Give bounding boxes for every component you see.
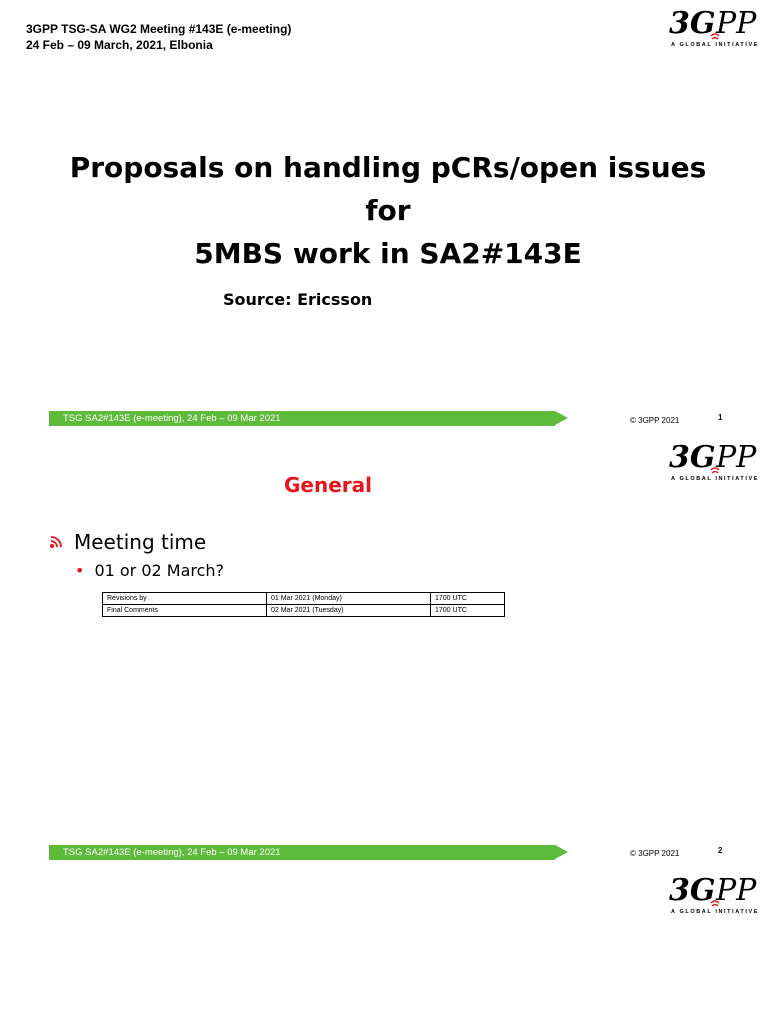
slide1-page-number: 1 — [718, 413, 723, 422]
svg-text:PP: PP — [716, 6, 757, 40]
footer-arrow-icon — [555, 845, 568, 859]
bullet-dot-icon: • — [75, 561, 85, 580]
footer-arrow-icon — [555, 411, 568, 425]
table-cell: 01 Mar 2021 (Monday) — [267, 593, 431, 605]
table-cell: 1700 UTC — [431, 605, 505, 617]
table-cell: 1700 UTC — [431, 593, 505, 605]
slide1-source: Source: Ericsson — [223, 290, 373, 309]
slide2-page-number: 2 — [718, 846, 723, 855]
slide2-sub-bullet-text: 01 or 02 March? — [94, 561, 225, 580]
3gpp-logo — [668, 434, 768, 482]
meeting-header — [26, 21, 291, 53]
slide2-footer-text: TSG SA2#143E (e-meeting), 24 Feb – 09 Mar 2021 — [63, 847, 281, 858]
svg-text:PP: PP — [716, 440, 757, 474]
slide2-footer-band — [49, 845, 569, 860]
logo-tagline: A GLOBAL INITIATIVE — [671, 42, 760, 48]
svg-text:3G: 3G — [669, 440, 716, 474]
table-row — [103, 593, 505, 605]
meeting-title: 3GPP TSG-SA WG2 Meeting #143E (e-meeting) — [26, 22, 292, 36]
svg-text:PP: PP — [716, 873, 757, 907]
table-cell: Final Comments — [103, 605, 267, 617]
slide2-sub-bullet — [75, 561, 224, 580]
svg-text:3G: 3G — [669, 6, 716, 40]
meeting-dates: 24 Feb – 09 March, 2021, Elbonia — [26, 38, 213, 52]
logo-tagline: A GLOBAL INITIATIVE — [671, 909, 760, 915]
slide1-footer-text: TSG SA2#143E (e-meeting), 24 Feb – 09 Mar 2021 — [63, 413, 281, 424]
slide2-bullet — [48, 530, 206, 554]
schedule-table — [102, 592, 505, 617]
slide1-title-line1: Proposals on handling pCRs/open issues for — [69, 151, 707, 227]
signal-bullet-icon — [48, 534, 66, 550]
3gpp-logo-icon — [668, 434, 768, 474]
slide2-copyright: © 3GPP 2021 — [630, 849, 680, 858]
3gpp-logo — [668, 0, 768, 48]
3gpp-logo — [668, 867, 768, 915]
logo-tagline: A GLOBAL INITIATIVE — [671, 476, 760, 482]
slide2-bullet-text: Meeting time — [74, 530, 207, 554]
slide2-title: General — [284, 473, 372, 497]
slide1-copyright: © 3GPP 2021 — [630, 416, 680, 425]
slide1-footer-band — [49, 411, 569, 426]
svg-text:3G: 3G — [669, 873, 716, 907]
table-row — [103, 605, 505, 617]
slide1-title-line2: 5MBS work in SA2#143E — [194, 237, 582, 270]
3gpp-logo-icon — [668, 867, 768, 907]
3gpp-logo-icon — [668, 0, 768, 40]
table-cell: Revisions by — [103, 593, 267, 605]
table-cell: 02 Mar 2021 (Tuesday) — [267, 605, 431, 617]
slide1-title — [60, 146, 716, 275]
